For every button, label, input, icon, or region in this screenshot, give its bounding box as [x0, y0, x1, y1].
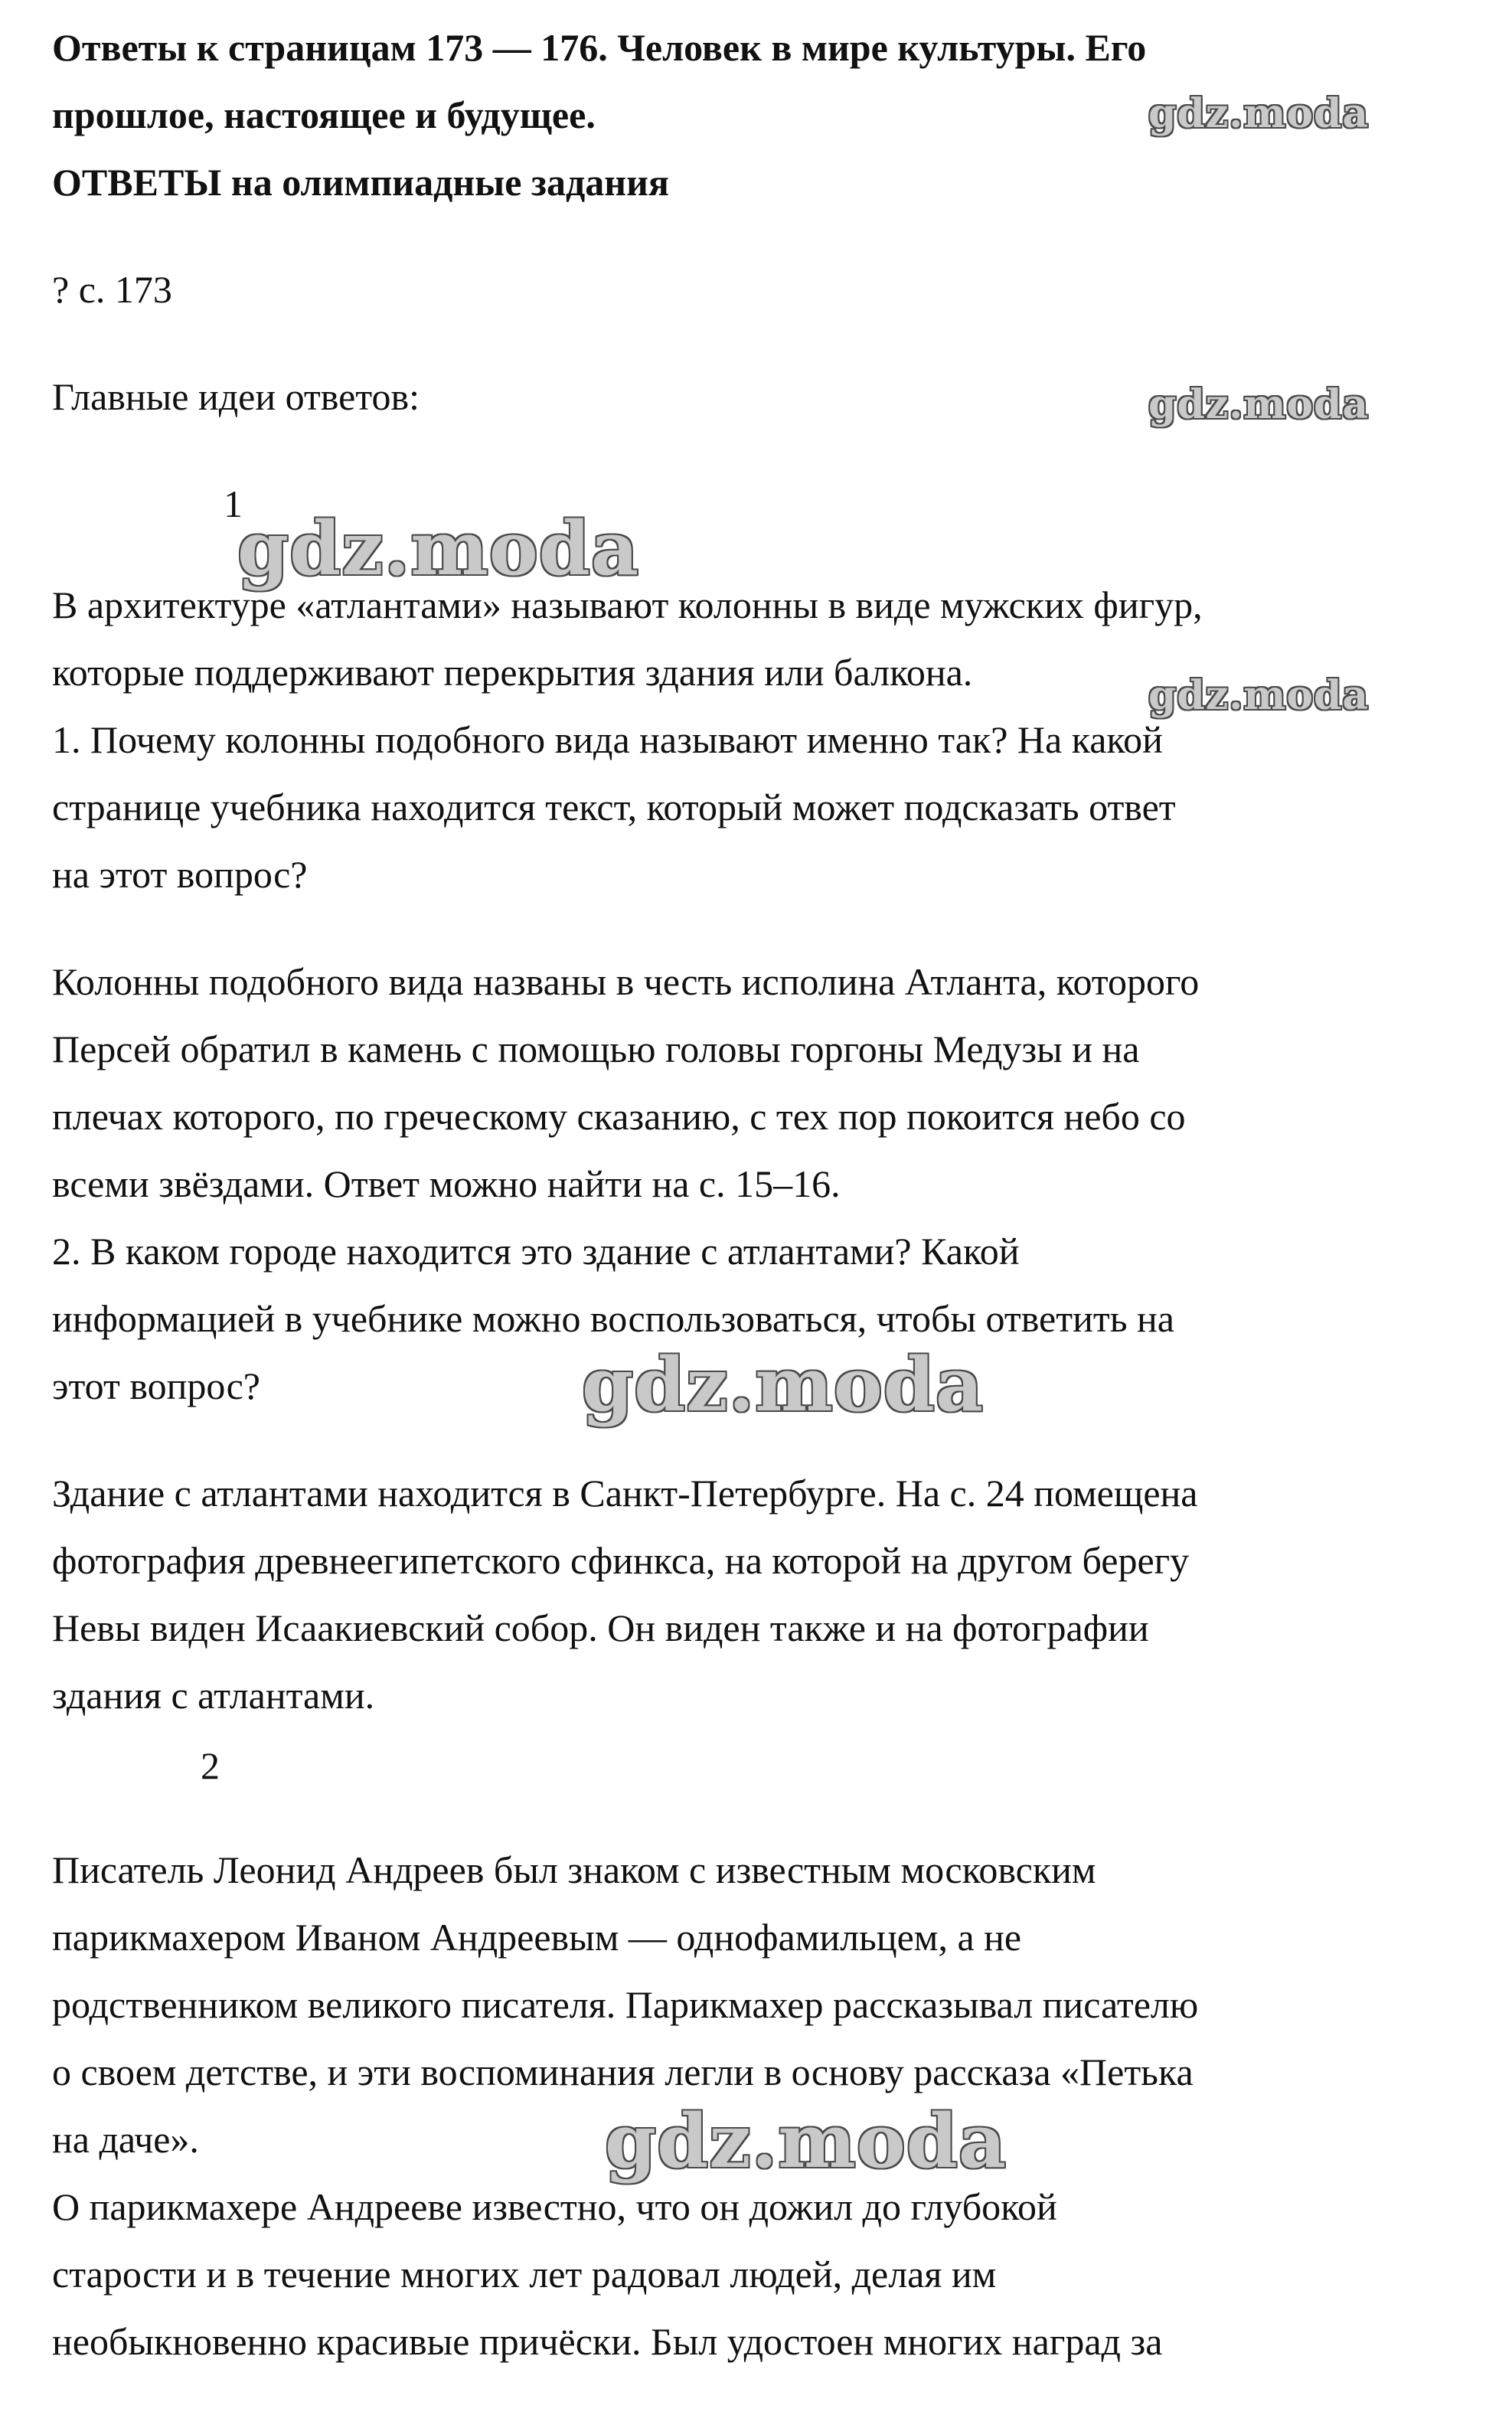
task2-line: Писатель Леонид Андреев был знаком с известным московским	[52, 1848, 1096, 1891]
task1-line: здания с атлантами.	[52, 1674, 375, 1717]
task2-line: старости и в течение многих лет радовал людей, делая им	[52, 2253, 997, 2296]
task2-line: О парикмахере Андрееве известно, что он дожил до глубокой	[52, 2185, 1057, 2228]
task1-line: информацией в учебнике можно воспользоваться, чтобы ответить на	[52, 1297, 1174, 1340]
document-title-line-1: Ответы к страницам 173 — 176. Человек в мире культуры. Его	[52, 26, 1147, 69]
page-reference: ? с. 173	[52, 268, 172, 311]
task1-line: Персей обратил в камень с помощью головы горгоны Медузы и на	[52, 1028, 1140, 1070]
task1-line: фотография древнеегипетского сфинкса, на которой на другом берегу	[52, 1539, 1190, 1582]
task-number-1: 1	[224, 482, 243, 525]
task2-line: о своем детстве, и эти воспоминания легли в основу рассказа «Петька	[52, 2051, 1194, 2093]
task1-line: всеми звёздами. Ответ можно найти на с. 15–16.	[52, 1162, 841, 1205]
task1-line: В архитектуре «атлантами» называют колонны в виде мужских фигур,	[52, 583, 1203, 626]
task1-line: Колонны подобного вида названы в честь исполина Атланта, которого	[52, 960, 1200, 1003]
intro-text: Главные идеи ответов:	[52, 375, 420, 418]
watermark: gdz.moda	[582, 1341, 985, 1428]
task2-line: необыкновенно красивые причёски. Был удостоен многих наград за	[52, 2320, 1163, 2363]
task1-line: Невы виден Исаакиевский собор. Он виден также и на фотографии	[52, 1606, 1149, 1649]
task1-line: плечах которого, по греческому сказанию, с тех пор покоится небо со	[52, 1095, 1186, 1138]
task1-line: 2. В каком городе находится это здание с атлантами? Какой	[52, 1230, 1020, 1273]
task2-line: парикмахером Иваном Андреевым — однофамильцем, а не	[52, 1916, 1022, 1959]
task1-line: странице учебника находится текст, который может подсказать ответ	[52, 786, 1176, 828]
watermark: gdz.moda	[1148, 672, 1370, 719]
watermark: gdz.moda	[237, 505, 640, 592]
document-title-line-2: прошлое, настоящее и будущее.	[52, 93, 596, 136]
watermark: gdz.moda	[1148, 90, 1370, 137]
task1-line: этот вопрос?	[52, 1364, 260, 1407]
task2-line: на даче».	[52, 2118, 199, 2161]
task2-line: родственником великого писателя. Парикмахер рассказывал писателю	[52, 1983, 1199, 2026]
task1-line: которые поддерживают перекрытия здания или балкона.	[52, 651, 973, 694]
task-number-2: 2	[201, 1744, 220, 1787]
task1-line: на этот вопрос?	[52, 853, 308, 896]
watermark: gdz.moda	[1148, 381, 1370, 428]
watermark: gdz.moda	[605, 2098, 1007, 2185]
task1-line: 1. Почему колонны подобного вида называют именно так? На какой	[52, 718, 1163, 761]
task1-line: Здание с атлантами находится в Санкт-Петербурге. На с. 24 помещена	[52, 1472, 1198, 1515]
document-subtitle: ОТВЕТЫ на олимпиадные задания	[52, 161, 669, 204]
